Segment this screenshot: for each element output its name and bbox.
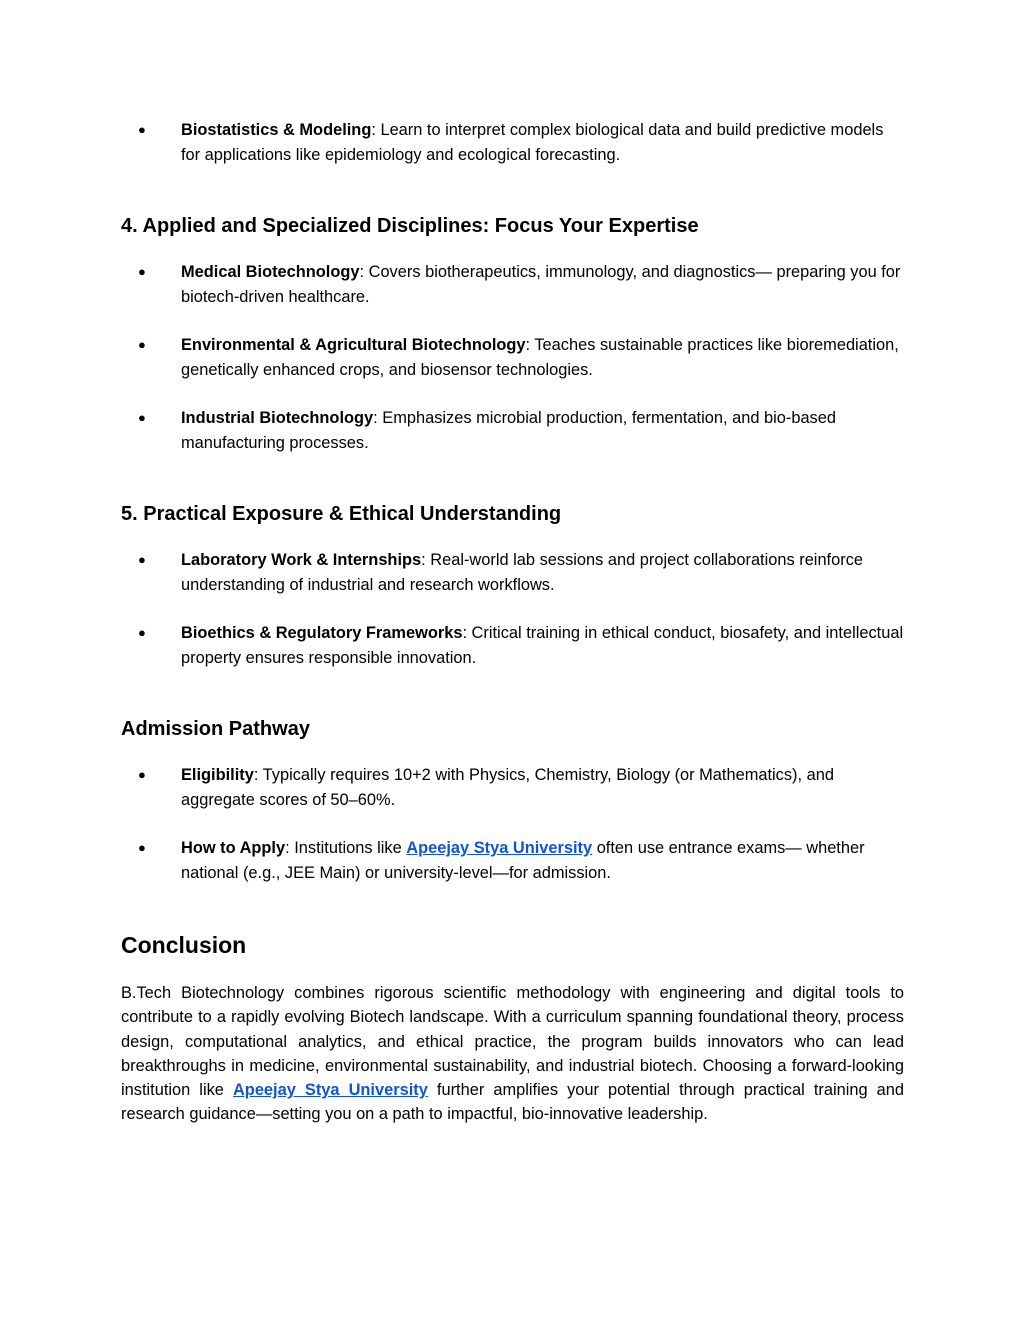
bullet-icon: ● [138,625,146,640]
list-item [121,836,904,885]
item-text: : Institutions like [285,839,407,857]
list-item [121,621,904,670]
admission-list [121,763,904,885]
section-5-list-wrap [121,548,904,694]
conclusion-body-wrap [121,981,904,1127]
list-item [121,333,904,382]
item-text: : Critical training in ethical conduct, biosafety, and intellectual property ensures responsible innovation. [181,624,904,667]
item-text: : Covers biotherapeutics, immunology, and diagnostics— preparing you for biotech-driven healthcare. [181,263,901,306]
item-text: : Real-world lab sessions and project collaborations reinforce understanding of industrial and research workflows. [181,551,863,594]
item-term: Eligibility [181,766,254,784]
paragraph-text: further amplifies your potential through practical training and research guidance—setting you on a path to impactful, bio-innovative leadership. [121,1081,904,1124]
university-link[interactable]: Apeejay Stya University [406,839,593,857]
item-text: : Typically requires 10+2 with Physics, Chemistry, Biology (or Mathematics), and aggregate scores of 50–60%. [181,766,834,809]
item-text: : Teaches sustainable practices like bioremediation, genetically enhanced crops, and biosensor technologies. [181,336,899,379]
bullet-icon: ● [138,552,146,567]
admission-list-wrap [121,763,904,909]
admission-section [121,716,904,742]
biostatistics-block [121,118,904,191]
bullet-list-top [121,118,904,167]
university-link[interactable]: Apeejay Stya University [232,1081,428,1100]
conclusion-paragraph [121,981,904,1127]
section-5 [121,501,904,527]
section-5-heading: 5. Practical Exposure & Ethical Understanding [121,503,562,525]
bullet-icon: ● [138,410,146,425]
section-5-list [121,548,904,670]
bullet-icon: ● [138,122,146,137]
bullet-icon: ● [138,264,146,279]
conclusion-section [121,930,904,960]
item-term: Biostatistics & Modeling [181,121,372,139]
conclusion-heading: Conclusion [121,932,247,958]
item-text: : Emphasizes microbial production, fermentation, and bio-based manufacturing processes. [181,409,836,452]
item-term: Environmental & Agricultural Biotechnology [181,336,526,354]
bullet-icon: ● [138,337,146,352]
list-item [121,260,904,309]
admission-heading: Admission Pathway [121,718,310,740]
item-term: How to Apply [181,839,286,857]
item-term: Medical Biotechnology [181,263,360,281]
item-text: : Learn to interpret complex biological data and build predictive models for applications like epidemiology and ecological forecasting. [181,121,884,164]
section-4 [121,213,904,239]
section-4-list [121,260,904,455]
item-term: Laboratory Work & Internships [181,551,422,569]
list-item [121,548,904,597]
list-item [121,406,904,455]
section-4-heading: 4. Applied and Specialized Disciplines: Focus Your Expertise [121,215,699,237]
bullet-icon: ● [138,767,146,782]
list-item [121,763,904,812]
paragraph-text: B.Tech Biotechnology combines rigorous scientific methodology with engineering and digital tools to contribute to a rapidly evolving Biotech landscape. With a curriculum spanning foundational theory, process design, computational analytics, and ethical practice, the program builds innovators who can lead breakthroughs in medicine, environmental sustainability, and industrial biotech. Choosing a forward-looking institution like [121,984,904,1100]
item-term: Bioethics & Regulatory Frameworks [181,624,463,642]
item-term: Industrial Biotechnology [181,409,374,427]
list-item [121,118,904,167]
bullet-icon: ● [138,840,146,855]
section-4-list-wrap [121,260,904,479]
item-text: often use entrance exams— whether national (e.g., JEE Main) or university-level—for admission. [181,839,865,882]
